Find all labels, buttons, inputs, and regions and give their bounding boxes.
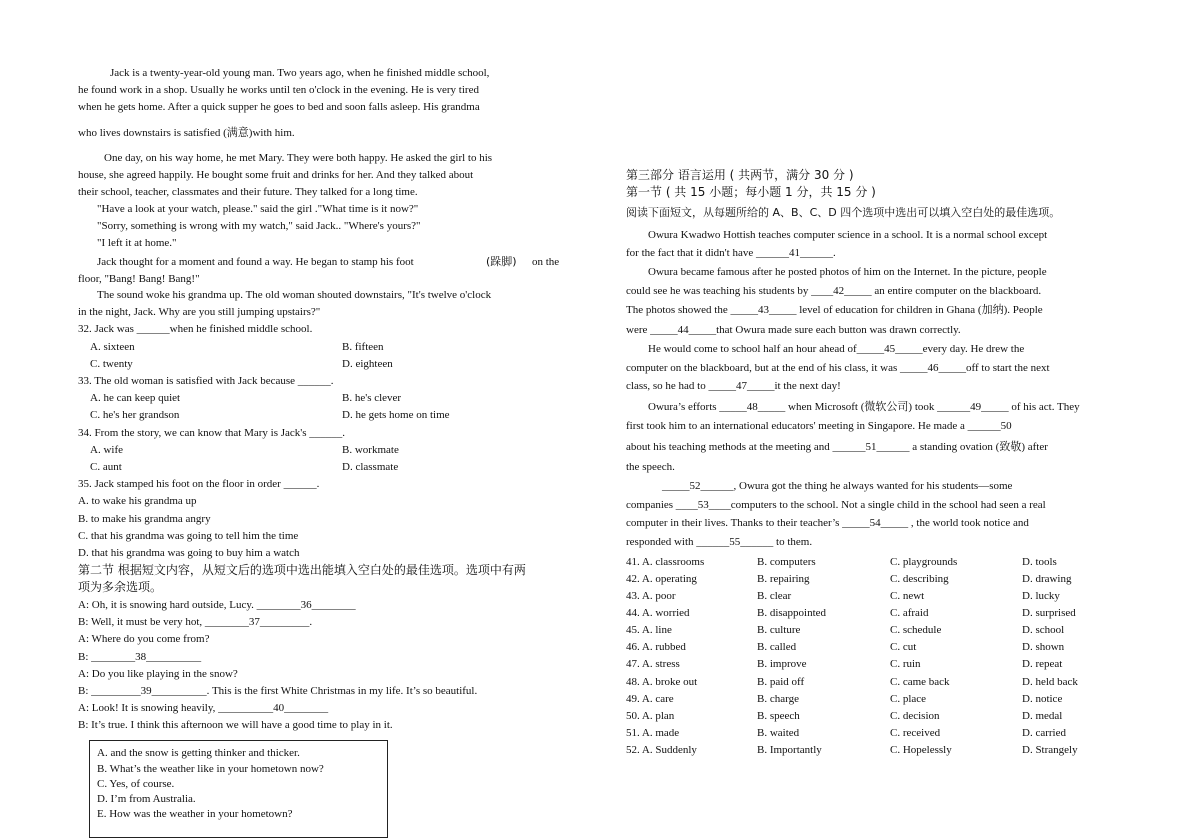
passage-line: Owura Kwadwo Hottish teaches computer science in a school. It is a normal school except [648, 229, 1048, 241]
option-item: B. paid off [757, 676, 805, 688]
question-stem: 34. From the story, we can know that Mary is Jack's ______. [78, 427, 346, 439]
dialog-line: B: ________38__________ [78, 651, 202, 663]
option-b: B. to make his grandma angry [78, 513, 211, 525]
option-item: D. Strangely [1022, 744, 1078, 756]
option-item: 48. A. broke out [626, 676, 698, 688]
passage-line: could see he was teaching his students by ____42_____ an entire computer on the blackboard. [626, 285, 1042, 297]
option-item: D. medal [1022, 710, 1063, 722]
option-item: D. notice [1022, 693, 1063, 705]
option-d: D. eighteen [342, 358, 393, 370]
option-item: B. computers [757, 556, 816, 568]
passage-line: The sound woke his grandma up. The old woman shouted downstairs, "It's twelve o'clock [97, 289, 492, 301]
option-item: 43. A. poor [626, 590, 676, 602]
option-a: A. he can keep quiet [90, 392, 181, 404]
option-item: C. place [890, 693, 927, 705]
passage-line: _____52______, Owura got the thing he always wanted for his students—some [662, 480, 1013, 492]
option-item: D. surprised [1022, 607, 1076, 619]
passage-line: class, so he had to _____47_____it the next day! [626, 380, 841, 392]
passage-line: in the night, Jack. Why are you still jumping upstairs?" [78, 306, 321, 318]
option-item: 47. A. stress [626, 658, 680, 670]
option-item: D. held back [1022, 676, 1078, 688]
passage-line: Jack thought for a moment and found a way. He began to stamp his foot [97, 256, 414, 268]
question-stem: 33. The old woman is satisfied with Jack because ______. [78, 375, 334, 387]
option-item: C. decision [890, 710, 940, 722]
option-item: B. charge [757, 693, 799, 705]
dialog-line: A: Look! It is snowing heavily, __________40________ [78, 702, 329, 714]
option-item: B. disappointed [757, 607, 827, 619]
passage-line: he found work in a shop. Usually he works until ten o'clock in the evening. He is very tired [78, 84, 479, 96]
passage-line: were _____44_____that Owura made sure each button was drawn correctly. [626, 324, 961, 336]
question-stem: 32. Jack was ______when he finished middle school. [78, 323, 313, 335]
section-2-title: 第二节 根据短文内容，从短文后的选项中选出能填入空白处的最佳选项。选项中有两 [78, 563, 526, 577]
option-item: C. describing [890, 573, 949, 585]
option-item: B. improve [757, 658, 807, 670]
option-item: C. afraid [890, 607, 929, 619]
option-item: B. speech [757, 710, 800, 722]
option-item: C. ruin [890, 658, 921, 670]
passage-line: Jack is a twenty-year-old young man. Two years ago, when he finished middle school, [110, 67, 490, 79]
passage-line: floor, "Bang! Bang! Bang!" [78, 273, 200, 285]
option-item: 52. A. Suddenly [626, 744, 697, 756]
option-item: 44. A. worried [626, 607, 690, 619]
option-item: D. lucky [1022, 590, 1060, 602]
option-item: B. clear [757, 590, 792, 602]
option-item: C. came back [890, 676, 950, 688]
passage-line: when he gets home. After a quick supper he goes to bed and soon falls asleep. His grandma [78, 101, 480, 113]
box-option: A. and the snow is getting thinker and thicker. [97, 747, 300, 759]
passage-line: computer in their lives. Thanks to their teacher’s _____54_____ , the world took notice and [626, 517, 1029, 529]
dialog-line: A: Oh, it is snowing hard outside, Lucy. ________36________ [78, 599, 356, 611]
dialog-line: A: Where do you come from? [78, 633, 210, 645]
passage-line: computer on the blackboard, but at the end of his class, it was _____46_____off to start the next [626, 362, 1050, 374]
option-item: D. school [1022, 624, 1065, 636]
box-option: D. I’m from Australia. [97, 793, 196, 805]
passage-line: Owura’s efforts _____48_____ when Microsoft (微软公司) took ______49_____ of his act. They [648, 401, 1080, 413]
passage-line: first took him to an international educators' meeting in Singapore. He made a ______50 [626, 420, 1012, 432]
passage-line: their school, teacher, classmates and their future. They talked for a long time. [78, 186, 418, 198]
option-a: A. sixteen [90, 341, 135, 353]
passage-line: One day, on his way home, he met Mary. They were both happy. He asked the girl to his [104, 152, 493, 164]
option-item: C. received [890, 727, 941, 739]
dialog-line: B: _________39__________. This is the first White Christmas in my life. It’s so beautiful. [78, 685, 478, 697]
passage-gloss: (跺脚) [486, 255, 517, 268]
option-item: D. carried [1022, 727, 1066, 739]
option-item: 50. A. plan [626, 710, 675, 722]
passage-line: He would come to school half an hour ahead of_____45_____every day. He drew the [648, 343, 1025, 355]
option-item: C. playgrounds [890, 556, 958, 568]
passage-line: house, she agreed happily. He bought some fruit and drinks for her. And they talked about [78, 169, 474, 181]
section-1-title: 第一节 ( 共 15 小题；每小题 1 分，共 15 分 ) [626, 185, 876, 199]
option-b: B. fifteen [342, 341, 384, 353]
dialog-line: B: Well, it must be very hot, ________37_________. [78, 616, 313, 628]
passage-line: "Have a look at your watch, please." said the girl ."What time is it now?" [97, 203, 419, 215]
option-item: C. schedule [890, 624, 942, 636]
passage-line: for the fact that it didn't have ______41______. [626, 247, 836, 259]
option-item: 42. A. operating [626, 573, 697, 585]
option-d: D. he gets home on time [342, 409, 450, 421]
question-stem: 35. Jack stamped his foot on the floor in order ______. [78, 478, 320, 490]
option-item: 49. A. care [626, 693, 674, 705]
part-3-title: 第三部分 语言运用 ( 共两节，满分 30 分 ) [626, 168, 854, 182]
passage-line: companies ____53____computers to the school. Not a single child in the school had seen a real [626, 499, 1046, 511]
option-item: D. shown [1022, 641, 1065, 653]
option-item: D. repeat [1022, 658, 1063, 670]
passage-line: "Sorry, something is wrong with my watch," said Jack.. "Where's yours?" [97, 220, 421, 232]
option-a: A. wife [90, 444, 123, 456]
option-d: D. classmate [342, 461, 399, 473]
option-item: B. waited [757, 727, 800, 739]
option-item: B. repairing [757, 573, 810, 585]
passage-line: responded with ______55______ to them. [626, 536, 813, 548]
option-item: D. drawing [1022, 573, 1072, 585]
option-item: C. cut [890, 641, 917, 653]
option-b: B. he's clever [342, 392, 402, 404]
option-d: D. that his grandma was going to buy him a watch [78, 547, 300, 559]
passage-line: the speech. [626, 461, 675, 473]
option-item: B. culture [757, 624, 801, 636]
option-b: B. workmate [342, 444, 399, 456]
passage-line: who lives downstairs is satisfied (满意)with him. [78, 127, 295, 139]
option-c: C. twenty [90, 358, 133, 370]
passage-line: on the [532, 256, 560, 268]
option-item: C. newt [890, 590, 925, 602]
option-a: A. to wake his grandma up [78, 495, 197, 507]
option-item: 45. A. line [626, 624, 672, 636]
box-option: E. How was the weather in your hometown? [97, 808, 293, 820]
option-item: B. Importantly [757, 744, 822, 756]
box-option: C. Yes, of course. [97, 778, 175, 790]
option-item: C. Hopelessly [890, 744, 952, 756]
passage-line: "I left it at home." [97, 237, 177, 249]
option-item: D. tools [1022, 556, 1057, 568]
option-item: 46. A. rubbed [626, 641, 686, 653]
passage-line: about his teaching methods at the meeting and ______51______ a standing ovation (致敬) after [626, 441, 1048, 453]
passage-line: Owura became famous after he posted photos of him on the Internet. In the picture, people [648, 266, 1047, 278]
passage-line: The photos showed the _____43_____ level of education for children in Ghana (加纳). People [626, 304, 1043, 316]
dialog-line: B: It’s true. I think this afternoon we will have a good time to play in it. [78, 719, 393, 731]
option-c: C. that his grandma was going to tell him the time [78, 530, 299, 542]
box-option: B. What’s the weather like in your hometown now? [97, 763, 324, 775]
section-2-title-cont: 项为多余选项。 [78, 580, 163, 594]
dialog-line: A: Do you like playing in the snow? [78, 668, 238, 680]
option-item: 51. A. made [626, 727, 680, 739]
instruction: 阅读下面短文，从每题所给的 A、B、C、D 四个选项中选出可以填入空白处的最佳选项。 [626, 206, 1061, 219]
option-item: B. called [757, 641, 797, 653]
option-c: C. he's her grandson [90, 409, 180, 421]
option-c: C. aunt [90, 461, 122, 473]
option-item: 41. A. classrooms [626, 556, 705, 568]
